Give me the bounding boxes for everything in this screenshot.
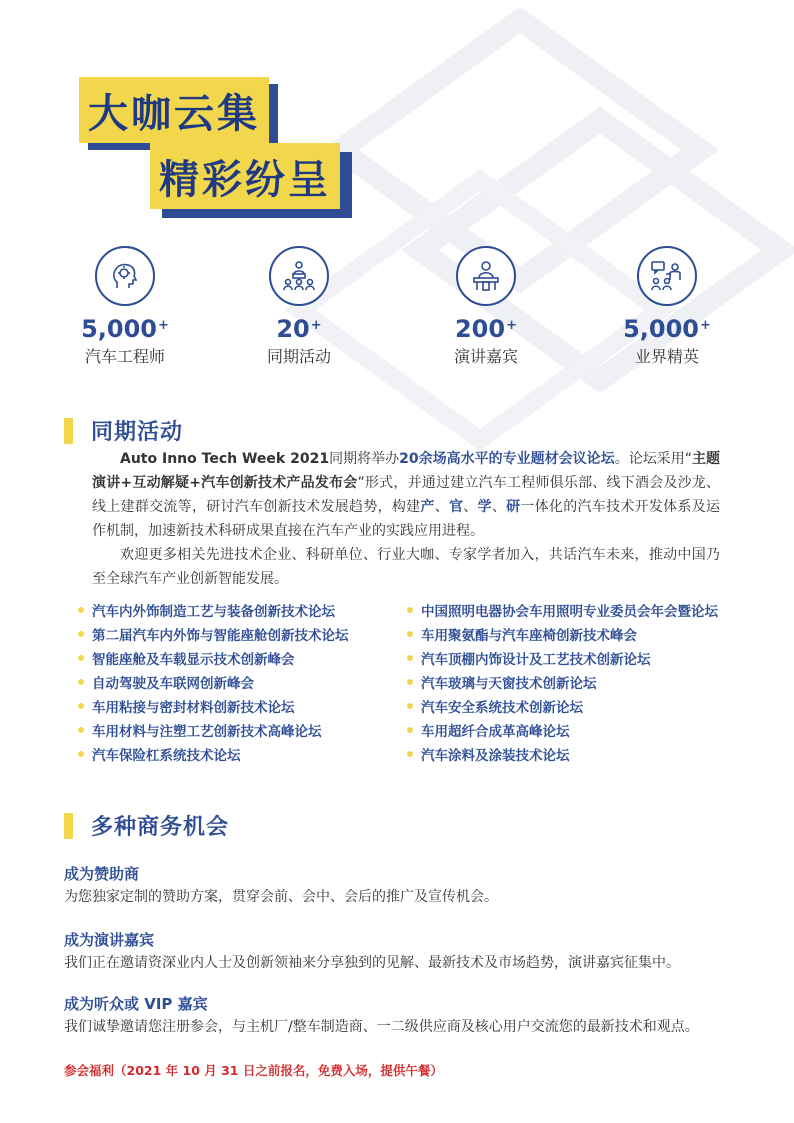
highlight-word: 官 [448, 499, 464, 515]
stat-value: 20 [276, 315, 310, 343]
text-run: 、 [434, 499, 449, 515]
list-item [78, 720, 349, 744]
highlight-word: 产 [420, 499, 435, 515]
list-item [407, 624, 718, 648]
stat-elites [592, 246, 742, 367]
stat-value: 200 [454, 315, 506, 343]
list-item [407, 672, 718, 696]
hero-title-text2: 精彩纷呈 [150, 143, 340, 209]
stat-value: 5,000 [623, 315, 699, 343]
list-item [407, 696, 718, 720]
text-run: 。论坛采用“ [614, 451, 692, 467]
bullet-dot [407, 751, 413, 757]
forum-name: 车用粘接与密封材料创新技术论坛 [92, 700, 295, 716]
stat-plus: + [158, 318, 169, 333]
stat-speakers [411, 246, 561, 367]
forum-name: 智能座舱及车载显示技术创新峰会 [92, 652, 295, 668]
list-item [78, 744, 349, 768]
presenter-audience-icon [269, 246, 329, 306]
text-run: 、 [463, 499, 478, 515]
list-item [78, 672, 349, 696]
forum-name: 汽车保险杠系统技术论坛 [92, 748, 241, 764]
section-title: 多种商务机会 [91, 815, 230, 840]
list-item [78, 600, 349, 624]
bullet-dot [407, 631, 413, 637]
bullet-dot [78, 703, 84, 709]
opportunity-desc-vip: 我们诚挚邀请您注册参会，与主机厂/整车制造商、一二级供应商及核心用户交流您的最新技术和观点。 [64, 1019, 699, 1035]
stat-label: 演讲嘉宾 [453, 347, 518, 366]
heading-accent-bar [64, 813, 73, 839]
forum-name: 汽车涂料及涂装技术论坛 [421, 748, 570, 764]
list-item [78, 624, 349, 648]
bullet-dot [78, 727, 84, 733]
text-run: 一体化的汽车技术开发体系及运作机制，加速新技术科研成果直接在汽车产业的实践应用进程。 [92, 499, 721, 539]
stat-engineers [50, 246, 200, 367]
section-heading-business [64, 810, 229, 841]
stat-label: 同期活动 [266, 347, 331, 366]
forum-name: 第二届汽车内外饰与智能座舱创新技术论坛 [92, 628, 349, 644]
list-item [407, 744, 718, 768]
intro-paragraph [92, 447, 720, 543]
bullet-dot [407, 703, 413, 709]
stat-plus: + [310, 318, 322, 333]
highlight-forums: 20余场高水平的专业题材会议论坛 [399, 451, 615, 467]
opportunity-desc-speaker: 我们正在邀请资深业内人士及创新领袖来分享独到的见解、最新技术及市场趋势，演讲嘉宾征集中。 [64, 955, 680, 971]
forum-name: 汽车安全系统技术创新论坛 [421, 700, 583, 716]
bullet-dot [407, 655, 413, 661]
stat-label: 业界精英 [634, 347, 699, 366]
bullet-dot [78, 751, 84, 757]
bullet-dot [78, 655, 84, 661]
stat-activities [224, 246, 374, 367]
benefit-note: 参会福利（2021 年 10 月 31 日之前报名，免费入场，提供午餐） [64, 1063, 443, 1078]
bullet-dot [407, 679, 413, 685]
bullet-dot [78, 631, 84, 637]
opportunity-title-sponsor: 成为赞助商 [64, 865, 140, 883]
list-item [407, 648, 718, 672]
highlight-word: 研 [506, 499, 521, 515]
forum-name: 中国照明电器协会车用照明专业委员会年会暨论坛 [421, 604, 718, 620]
forum-name: 车用超纤合成革高峰论坛 [421, 724, 570, 740]
forum-name: 车用材料与注塑工艺创新技术高峰论坛 [92, 724, 322, 740]
bullet-dot [78, 607, 84, 613]
hero-title-text1: 大咖云集 [79, 77, 269, 143]
forum-name: 汽车顶棚内饰设计及工艺技术创新论坛 [421, 652, 651, 668]
section-title: 同期活动 [91, 420, 184, 445]
forum-name: 自动驾驶及车联网创新峰会 [92, 676, 254, 692]
head-lightbulb-icon [95, 246, 155, 306]
opportunity-title-vip: 成为听众或 VIP 嘉宾 [64, 995, 208, 1013]
heading-accent-bar [64, 418, 73, 444]
stat-plus: + [506, 318, 517, 333]
text-run: 、 [491, 499, 507, 515]
forum-name: 汽车玻璃与天窗技术创新论坛 [421, 676, 597, 692]
list-item [78, 648, 349, 672]
stat-plus: + [700, 318, 711, 333]
event-name: Auto Inno Tech Week 2021 [120, 451, 330, 467]
bullet-dot [78, 679, 84, 685]
forum-list-right [407, 600, 718, 768]
bullet-dot [407, 607, 413, 613]
stat-label: 汽车工程师 [84, 347, 165, 366]
forum-list-left [78, 600, 349, 768]
list-item [78, 696, 349, 720]
forum-name: 车用聚氨酯与汽车座椅创新技术峰会 [421, 628, 637, 644]
speaker-podium-icon [456, 246, 516, 306]
bullet-dot [407, 727, 413, 733]
section-heading-activities [64, 415, 183, 446]
text-run: 同期将举办 [329, 451, 400, 467]
highlight-word: 学 [477, 499, 492, 515]
highlight-format: 主题演讲+互动解疑+汽车创新技术产品发布会 [92, 451, 721, 491]
welcome-paragraph: 欢迎更多相关先进技术企业、科研单位、行业大咖、专家学者加入，共话汽车未来，推动中国乃至全球汽车产业创新智能发展。 [92, 547, 720, 587]
list-item [407, 600, 718, 624]
text-run: ”形式，并通过建立汽车工程师俱乐部、线下酒会及沙龙、线上建群交流等，研讨汽车创新技术发展趋势，构建 [92, 475, 720, 515]
opportunity-title-speaker: 成为演讲嘉宾 [64, 931, 155, 949]
opportunity-desc-sponsor: 为您独家定制的赞助方案，贯穿会前、会中、会后的推广及宣传机会。 [64, 889, 498, 905]
stat-value: 5,000 [81, 315, 157, 343]
discussion-group-icon [637, 246, 697, 306]
list-item [407, 720, 718, 744]
forum-name: 汽车内外饰制造工艺与装备创新技术论坛 [92, 604, 335, 620]
